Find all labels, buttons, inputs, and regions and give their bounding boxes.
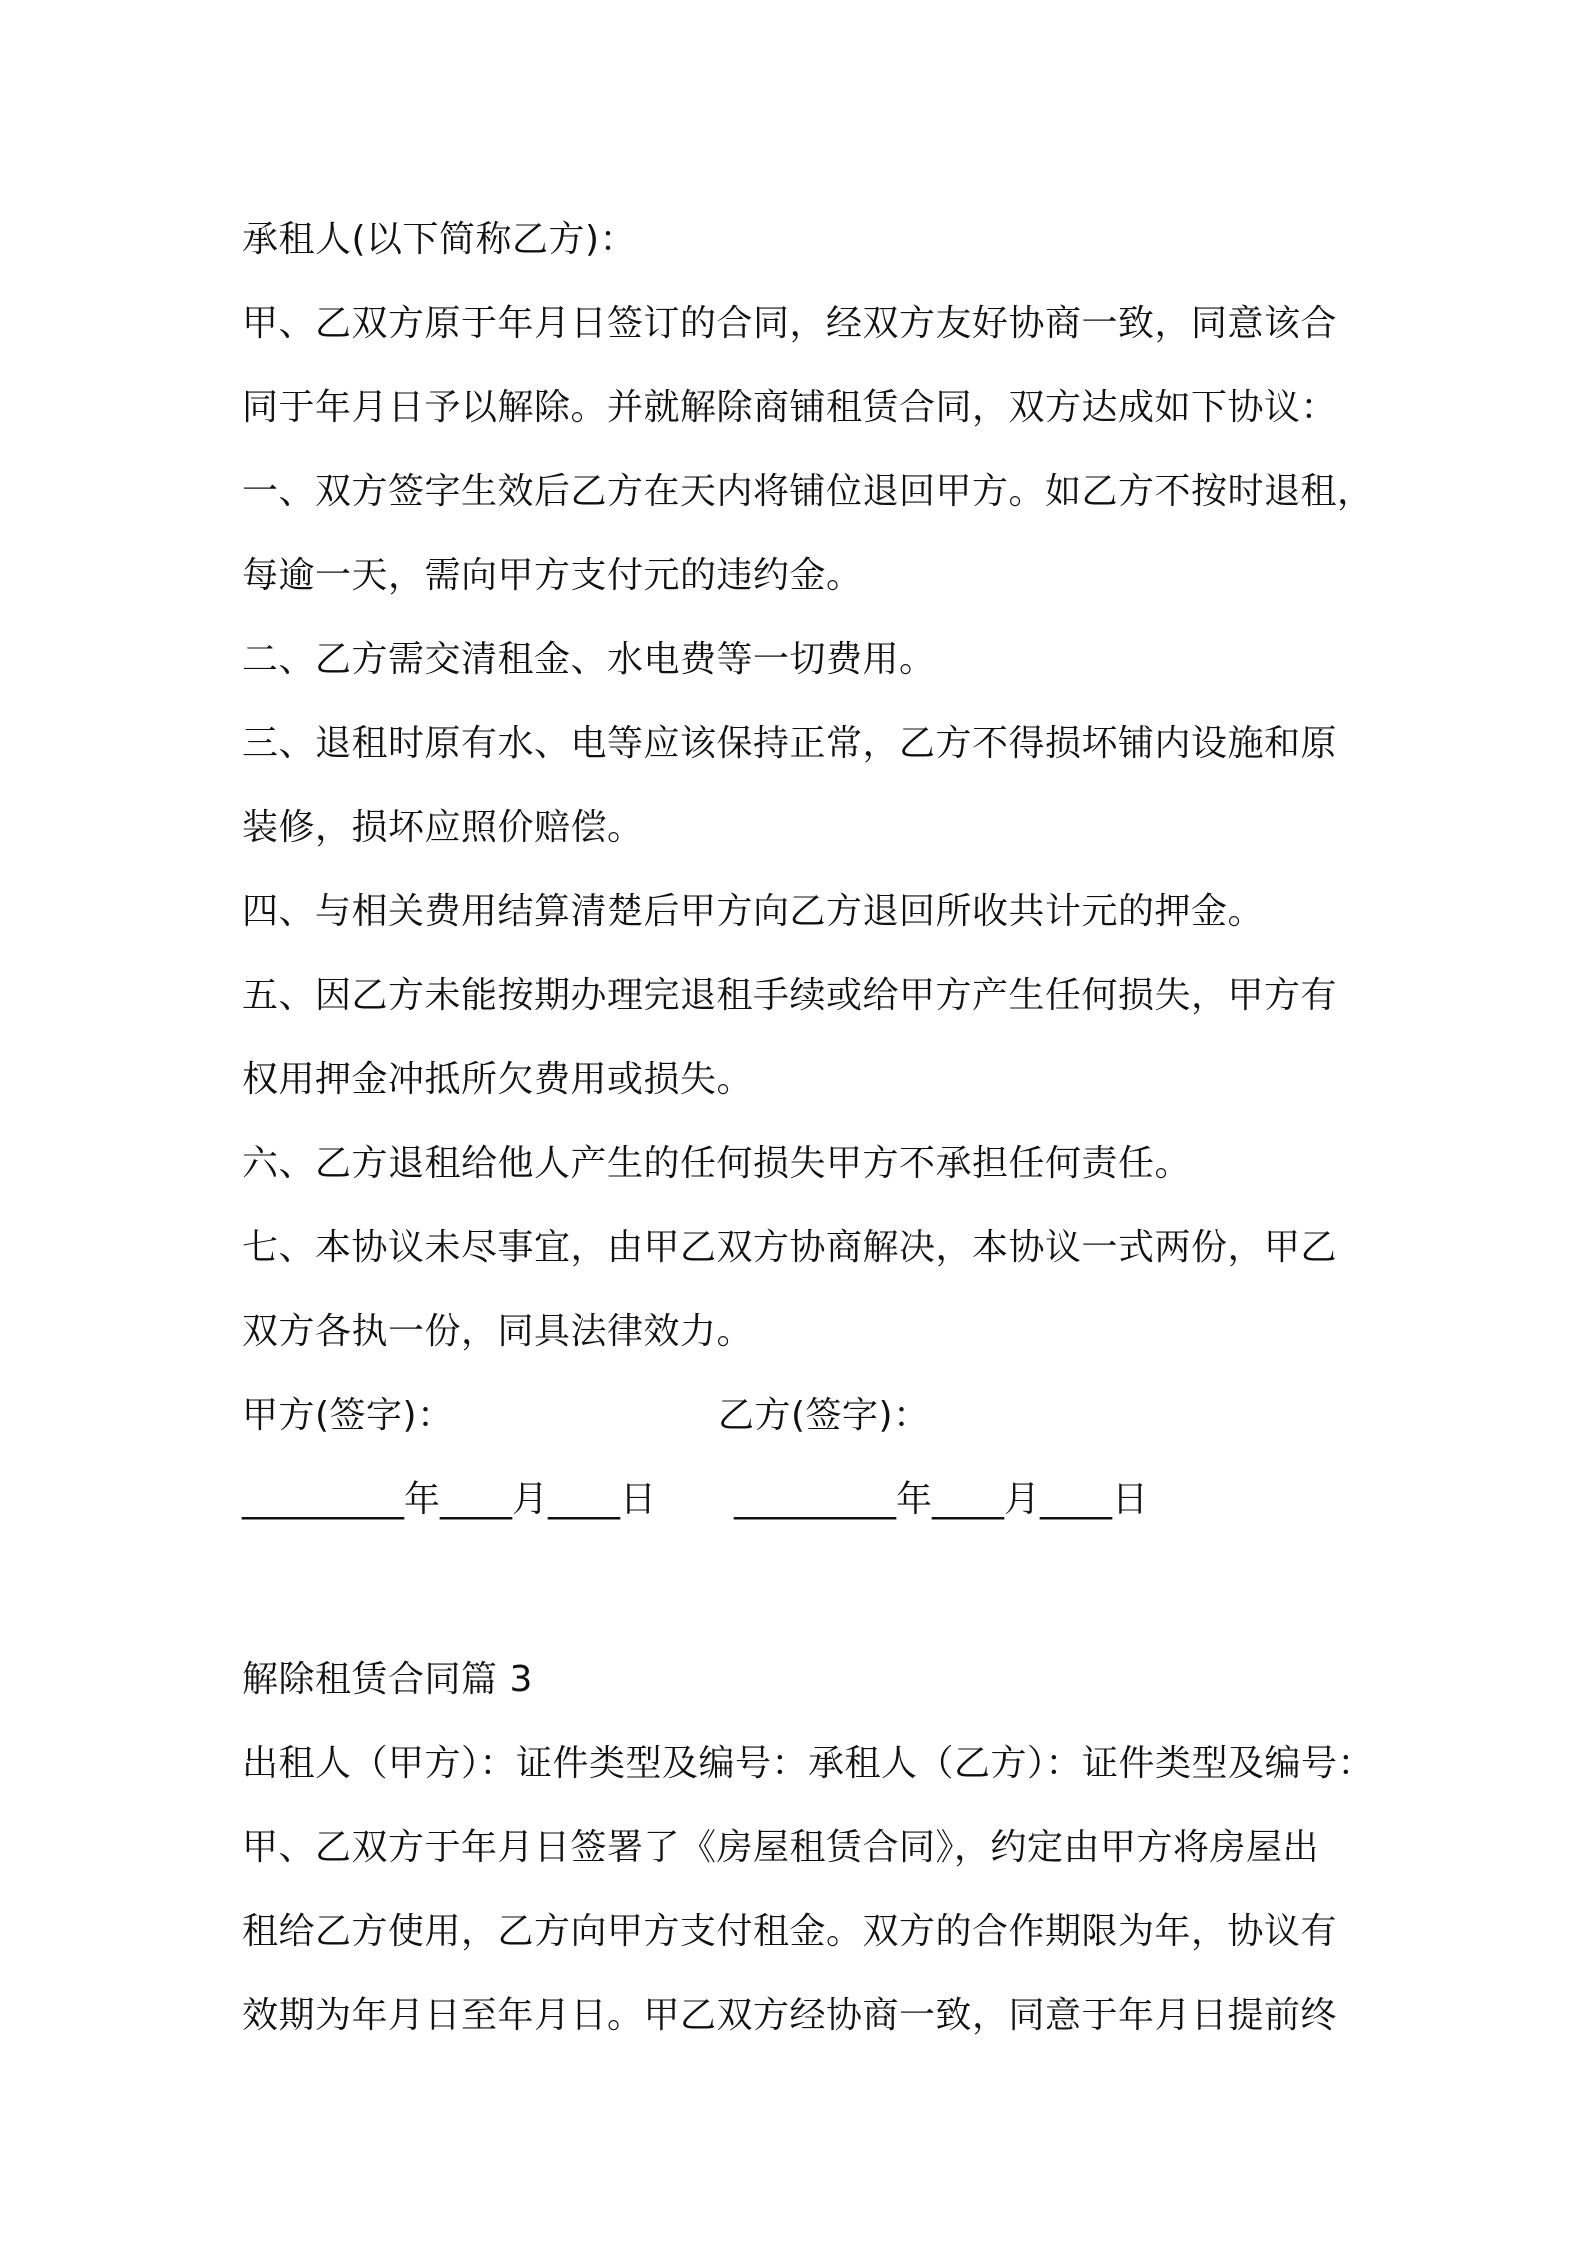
date-row (242, 1458, 1362, 1542)
text-line: 四、与相关费用结算清楚后甲方向乙方退回所收共计元的押金。 (242, 891, 1265, 932)
party-b-date-blank: _________年____月____日 (734, 1479, 1148, 1520)
document-body (242, 198, 1375, 2058)
text-line: 租给乙方使用，乙方向甲方支付租金。双方的合作期限为年，协议有 (242, 1911, 1338, 1952)
text-line: 二、乙方需交清租金、水电费等一切费用。 (242, 639, 936, 680)
text-line: 甲、乙双方于年月日签署了《房屋租赁合同》，约定由甲方将房屋出 (242, 1827, 1320, 1868)
signature-row (242, 1374, 1362, 1458)
section-title: 解除租赁合同篇 3 (242, 1659, 533, 1700)
party-a-date-blank: _________年____月____日 (242, 1479, 656, 1520)
text-line: 装修，损坏应照价赔偿。 (242, 807, 644, 848)
text-line: 甲、乙双方原于年月日签订的合同，经双方友好协商一致，同意该合 (242, 303, 1338, 344)
party-a-signature-label: 甲方(签字)： (242, 1395, 454, 1436)
text-line: 权用押金冲抵所欠费用或损失。 (242, 1059, 754, 1100)
text-line: 承租人(以下简称乙方)： (242, 219, 637, 260)
text-line: 双方各执一份，同具法律效力。 (242, 1311, 754, 1352)
text-line: 三、退租时原有水、电等应该保持正常，乙方不得损坏铺内设施和原 (242, 723, 1338, 764)
text-line: 六、乙方退租给他人产生的任何损失甲方不承担任何责任。 (242, 1143, 1192, 1184)
text-line: 每逾一天，需向甲方支付元的违约金。 (242, 555, 863, 596)
section-gap (242, 1542, 1362, 1638)
party-b-signature-label: 乙方(签字)： (718, 1395, 930, 1436)
text-line: 一、双方签字生效后乙方在天内将铺位退回甲方。如乙方不按时退租， (242, 471, 1374, 512)
text-line: 七、本协议未尽事宜，由甲乙双方协商解决，本协议一式两份，甲乙 (242, 1227, 1338, 1268)
text-line: 同于年月日予以解除。并就解除商铺租赁合同，双方达成如下协议： (242, 387, 1338, 428)
text-line: 效期为年月日至年月日。甲乙双方经协商一致，同意于年月日提前终 (242, 1995, 1338, 2036)
text-line: 出租人（甲方）：证件类型及编号：承租人（乙方）：证件类型及编号： (242, 1743, 1375, 1784)
text-line: 五、因乙方未能按期办理完退租手续或给甲方产生任何损失，甲方有 (242, 975, 1338, 1016)
